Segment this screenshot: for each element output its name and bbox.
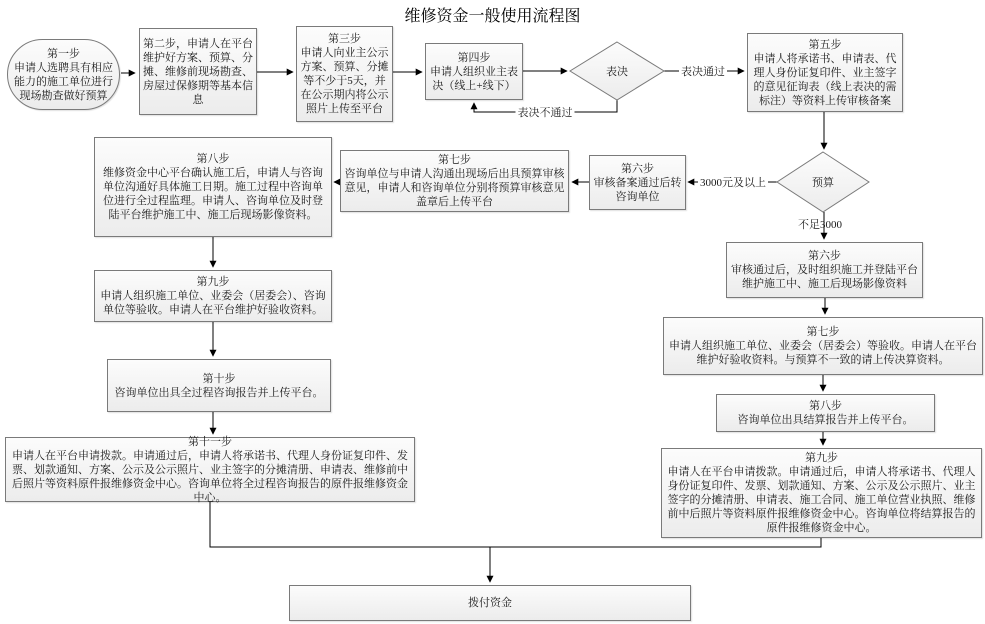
node-step7-right-title: 第七步 [806, 326, 840, 338]
node-step9-right-body: 申请人在平台申请拨款。申请通过后，申请人将承诺书、代理人身份证复印件、发票、划款通知、方案、公示及公示照片、业主签字的分摊清册、申请表、施工合同、施工单位营业执照、维修前中后照片等资料原件报维修资金中心。咨询单位将结算报告的原件报维修资金中心。 [667, 466, 976, 534]
node-payout [289, 585, 691, 621]
node-step9-left-body: 申请人组织施工单位、业委会（居委会）、咨询单位等验收。申请人在平台维护好验收资料。 [100, 290, 326, 316]
node-step7-right-body: 申请人组织施工单位、业委会（居委会）等验收。申请人在平台维护好验收资料。与预算不一致的请上传决算资料。 [669, 340, 977, 366]
node-step8-left [94, 137, 332, 237]
node-step6-mid-title: 第六步 [621, 162, 654, 175]
node-step3-body: 申请人向业主公示方案、预算、分摊等不少于5天，并在公示期内将公示照片上传至平台 [300, 47, 389, 115]
node-step8-left-body: 维修资金中心平台确认施工后，申请人与咨询单位沟通好具体施工日期。施工过程中咨询单位进行全过程监理。申请人、咨询单位及时登陆平台维护施工中、施工后现场影像资料。 [103, 167, 323, 221]
node-step4 [425, 43, 523, 100]
node-step5-body: 申请人将承诺书、申请表、代理人身份证复印件、业主签字的意见征询表（线上表决的需标注）等资料上传审核备案 [753, 52, 897, 107]
edge-label-budget-ge-3000: 3000元及以上 [698, 174, 768, 190]
node-step4-body: 申请人组织业主表决（线上+线下） [430, 65, 518, 92]
node-step10-body: 咨询单位出具全过程咨询报告并上传平台。 [114, 386, 324, 399]
node-step3-title: 第三步 [328, 33, 361, 45]
page-title: 维修资金一般使用流程图 [404, 8, 581, 25]
node-step4-title: 第四步 [457, 51, 491, 64]
node-step2-body: 第二步，申请人在平台维护好方案、预算、分摊、维修前现场勘查、房屋过保修期等基本信息 [143, 37, 253, 106]
node-step1-body: 申请人选聘具有相应能力的施工单位进行现场勘查做好预算 [14, 61, 113, 102]
edge-label-vote-pass: 表决通过 [679, 63, 727, 79]
node-step5 [747, 33, 903, 112]
edge-label-budget-lt-3000: 不足3000 [798, 219, 842, 231]
node-step8-right-body: 咨询单位出具结算报告并上传平台。 [737, 414, 914, 426]
budget-diamond-label: 预算 [812, 177, 834, 189]
node-step7-mid-title: 第七步 [438, 154, 471, 166]
node-step11-title: 第十一步 [188, 435, 232, 448]
node-step8-right [716, 394, 935, 432]
node-step11 [5, 437, 415, 502]
node-step5-title: 第五步 [808, 38, 842, 51]
node-step9-left-title: 第九步 [196, 276, 230, 288]
node-step6-mid [589, 155, 686, 210]
node-step9-left [94, 270, 332, 322]
node-step6-mid-body: 审核备案通过后转咨询单位 [593, 176, 682, 203]
vote-diamond-label: 表决 [606, 66, 628, 78]
node-step1-title: 第一步 [47, 47, 80, 60]
node-step8-right-title: 第八步 [809, 400, 842, 412]
node-step6-right-body: 审核通过后，及时组织施工并登陆平台维护施工中、施工后现场影像资料 [731, 264, 918, 290]
node-step8-left-title: 第八步 [196, 153, 230, 165]
node-step11-body: 申请人在平台申请拨款。申请通过后，申请人将承诺书、代理人身份证复印件、发票、划款通知、方案、公示及公示照片、业主签字的分摊清册、申请表、维修前中后照片等资料原件报维修资金中心。咨询单位将全过程咨询报告的原件报维修资金中心。 [12, 449, 408, 504]
node-step1 [7, 39, 120, 110]
node-step7-mid [340, 150, 569, 212]
node-step9-right-title: 第九步 [805, 452, 838, 464]
node-step6-right [726, 242, 923, 298]
edge-label-vote-fail: 表决不通过 [516, 104, 575, 120]
node-step9-right [661, 448, 982, 538]
node-step7-mid-body: 咨询单位与申请人沟通出现场后出具预算审核意见，申请人和咨询单位分别将预算审核意见盖章后上传平台 [344, 168, 565, 208]
node-step2 [139, 28, 257, 115]
node-step10-title: 第十步 [202, 372, 236, 385]
node-step3 [296, 26, 393, 122]
node-payout-body: 拨付资金 [468, 597, 512, 609]
node-step7-right [663, 317, 983, 375]
node-step6-right-title: 第六步 [808, 250, 841, 262]
node-step10 [107, 359, 331, 412]
